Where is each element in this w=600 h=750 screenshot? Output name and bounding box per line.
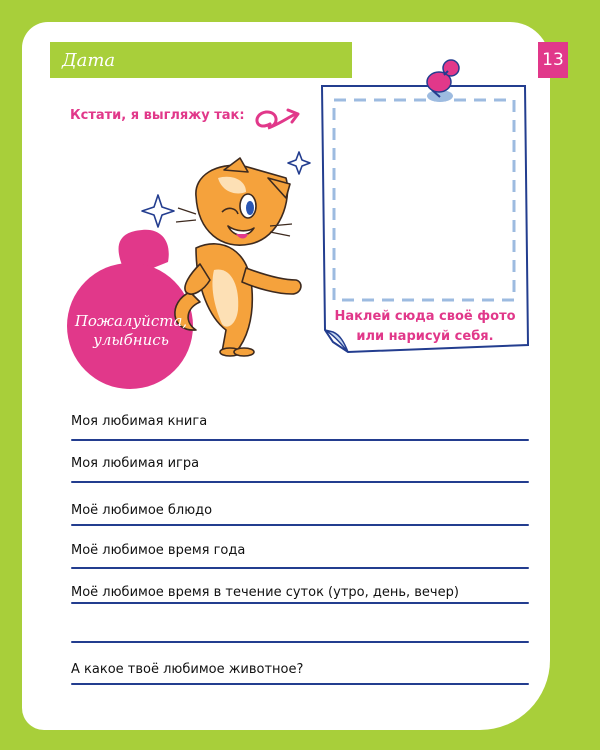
photo-instruction xyxy=(320,307,530,347)
page-number: 13 xyxy=(538,42,568,78)
intro-text: Кстати, я выгляжу так: xyxy=(70,108,245,123)
photo-instruction-line2: или нарисуй себя. xyxy=(356,329,494,344)
answer-line-season[interactable] xyxy=(71,567,529,569)
question-label-game: Моя любимая игра xyxy=(71,456,200,471)
answer-line-extra[interactable] xyxy=(71,641,529,643)
bubble-text xyxy=(62,312,200,350)
question-label-dish: Моё любимое блюдо xyxy=(71,503,213,518)
answer-line-animal[interactable] xyxy=(71,683,529,685)
bubble-shape xyxy=(67,230,193,389)
question-label-season: Моё любимое время года xyxy=(71,543,246,558)
curly-arrow-icon xyxy=(257,110,298,128)
question-label-animal: А какое твоё любимое животное? xyxy=(71,662,304,677)
answer-line-book[interactable] xyxy=(71,439,529,441)
bubble-line1: Пожалуйста, xyxy=(74,312,188,330)
answer-line-game[interactable] xyxy=(71,481,529,483)
question-label-time-of-day: Моё любимое время в течение суток (утро, день, вечер) xyxy=(71,585,459,600)
question-label-book: Моя любимая книга xyxy=(71,414,208,429)
bubble-line2: улыбнись xyxy=(93,331,169,349)
answer-line-dish[interactable] xyxy=(71,524,529,526)
photo-instruction-line1: Наклей сюда своё фото xyxy=(334,309,516,324)
answer-line-time-of-day[interactable] xyxy=(71,602,529,604)
date-label: Дата xyxy=(62,50,116,71)
